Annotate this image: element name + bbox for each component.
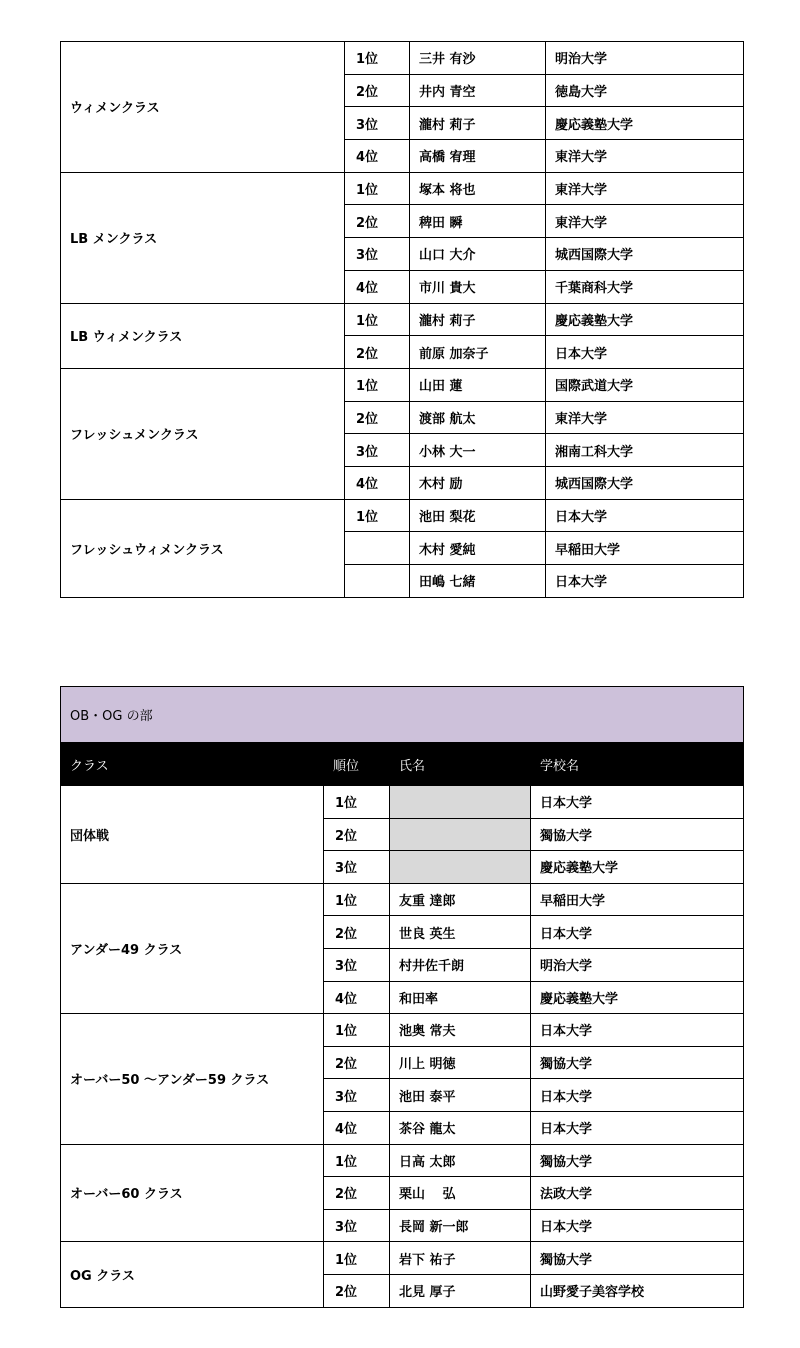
name-cell: 村井佐千朗 bbox=[390, 948, 531, 981]
name-cell: 池田 梨花 bbox=[410, 499, 546, 532]
table-row bbox=[61, 1242, 744, 1275]
rank-cell: 3位 bbox=[324, 1079, 390, 1112]
class-name-cell: オーバー50 ～アンダー59 クラス bbox=[61, 1014, 324, 1144]
school-cell: 慶応義塾大学 bbox=[531, 981, 744, 1014]
table-row bbox=[61, 786, 744, 819]
class-name-cell: LB ウィメンクラス bbox=[61, 303, 345, 368]
rank-cell: 3位 bbox=[345, 107, 410, 140]
school-cell: 日本大学 bbox=[546, 565, 744, 598]
school-cell: 慶応義塾大学 bbox=[546, 303, 744, 336]
table-row bbox=[61, 368, 744, 401]
table-row bbox=[61, 172, 744, 205]
school-cell: 日本大学 bbox=[546, 336, 744, 369]
name-cell: 前原 加奈子 bbox=[410, 336, 546, 369]
name-cell: 日高 太郎 bbox=[390, 1144, 531, 1177]
school-cell: 獨協大学 bbox=[531, 1144, 744, 1177]
name-cell: 井内 青空 bbox=[410, 74, 546, 107]
school-cell: 日本大学 bbox=[531, 1079, 744, 1112]
name-cell: 岩下 祐子 bbox=[390, 1242, 531, 1275]
results-table-upper bbox=[60, 41, 744, 598]
rank-cell: 1位 bbox=[345, 499, 410, 532]
name-cell: 塚本 将也 bbox=[410, 172, 546, 205]
school-cell: 城西国際大学 bbox=[546, 238, 744, 271]
name-cell: 北見 厚子 bbox=[390, 1274, 531, 1307]
name-cell: 池田 泰平 bbox=[390, 1079, 531, 1112]
rank-cell: 2位 bbox=[345, 205, 410, 238]
rank-cell: 1位 bbox=[324, 1014, 390, 1047]
name-cell: 長岡 新一郎 bbox=[390, 1209, 531, 1242]
rank-cell: 4位 bbox=[324, 1111, 390, 1144]
name-cell: 瀧村 莉子 bbox=[410, 303, 546, 336]
school-cell: 東洋大学 bbox=[546, 401, 744, 434]
name-cell: 友重 達郎 bbox=[390, 883, 531, 916]
school-cell: 国際武道大学 bbox=[546, 368, 744, 401]
school-cell: 徳島大学 bbox=[546, 74, 744, 107]
class-name-cell: LB メンクラス bbox=[61, 172, 345, 303]
rank-cell bbox=[345, 532, 410, 565]
school-cell: 日本大学 bbox=[531, 1111, 744, 1144]
table-row bbox=[61, 1014, 744, 1047]
school-cell: 早稲田大学 bbox=[531, 883, 744, 916]
name-cell: 池奥 常夫 bbox=[390, 1014, 531, 1047]
school-cell: 東洋大学 bbox=[546, 205, 744, 238]
rank-cell: 2位 bbox=[324, 916, 390, 949]
class-name-cell: オーバー60 クラス bbox=[61, 1144, 324, 1242]
name-cell bbox=[390, 786, 531, 819]
school-cell: 千葉商科大学 bbox=[546, 270, 744, 303]
rank-cell: 3位 bbox=[324, 851, 390, 884]
name-cell: 栗山 弘 bbox=[390, 1177, 531, 1210]
school-cell: 日本大学 bbox=[531, 1209, 744, 1242]
class-name-cell: ウィメンクラス bbox=[61, 42, 345, 173]
name-cell: 世良 英生 bbox=[390, 916, 531, 949]
class-name-cell: OG クラス bbox=[61, 1242, 324, 1307]
class-name-cell: アンダー49 クラス bbox=[61, 883, 324, 1013]
header-name: 氏名 bbox=[390, 743, 531, 786]
school-cell: 明治大学 bbox=[531, 948, 744, 981]
rank-cell: 1位 bbox=[345, 368, 410, 401]
school-cell: 日本大学 bbox=[531, 916, 744, 949]
name-cell: 稗田 瞬 bbox=[410, 205, 546, 238]
rank-cell: 4位 bbox=[345, 466, 410, 499]
rank-cell: 4位 bbox=[345, 270, 410, 303]
section-title: OB・OG の部 bbox=[61, 687, 744, 743]
rank-cell: 3位 bbox=[324, 1209, 390, 1242]
school-cell: 日本大学 bbox=[531, 1014, 744, 1047]
rank-cell: 3位 bbox=[345, 238, 410, 271]
table-row bbox=[61, 42, 744, 75]
rank-cell: 2位 bbox=[345, 336, 410, 369]
class-name-cell: フレッシュウィメンクラス bbox=[61, 499, 345, 597]
rank-cell: 1位 bbox=[324, 1144, 390, 1177]
rank-cell bbox=[345, 565, 410, 598]
rank-cell: 1位 bbox=[324, 883, 390, 916]
name-cell: 木村 励 bbox=[410, 466, 546, 499]
rank-cell: 2位 bbox=[324, 1046, 390, 1079]
school-cell: 獨協大学 bbox=[531, 1242, 744, 1275]
rank-cell: 3位 bbox=[324, 948, 390, 981]
rank-cell: 4位 bbox=[324, 981, 390, 1014]
name-cell: 山田 蓮 bbox=[410, 368, 546, 401]
class-name-cell: フレッシュメンクラス bbox=[61, 368, 345, 499]
school-cell: 山野愛子美容学校 bbox=[531, 1274, 744, 1307]
rank-cell: 2位 bbox=[324, 1177, 390, 1210]
class-name-cell: 団体戦 bbox=[61, 786, 324, 884]
name-cell: 三井 有沙 bbox=[410, 42, 546, 75]
table-row bbox=[61, 1144, 744, 1177]
section-header-row bbox=[61, 687, 744, 743]
school-cell: 東洋大学 bbox=[546, 172, 744, 205]
name-cell: 渡部 航太 bbox=[410, 401, 546, 434]
name-cell: 市川 貴大 bbox=[410, 270, 546, 303]
school-cell: 獨協大学 bbox=[531, 1046, 744, 1079]
name-cell bbox=[390, 818, 531, 851]
rank-cell: 2位 bbox=[345, 74, 410, 107]
name-cell: 川上 明徳 bbox=[390, 1046, 531, 1079]
table-row bbox=[61, 499, 744, 532]
school-cell: 獨協大学 bbox=[531, 818, 744, 851]
name-cell: 瀧村 莉子 bbox=[410, 107, 546, 140]
name-cell: 木村 愛純 bbox=[410, 532, 546, 565]
rank-cell: 2位 bbox=[345, 401, 410, 434]
table-row bbox=[61, 303, 744, 336]
header-class: クラス bbox=[61, 743, 324, 786]
name-cell: 茶谷 龍太 bbox=[390, 1111, 531, 1144]
school-cell: 城西国際大学 bbox=[546, 466, 744, 499]
rank-cell: 1位 bbox=[345, 42, 410, 75]
school-cell: 湘南工科大学 bbox=[546, 434, 744, 467]
name-cell: 小林 大一 bbox=[410, 434, 546, 467]
rank-cell: 2位 bbox=[324, 818, 390, 851]
rank-cell: 1位 bbox=[324, 1242, 390, 1275]
header-school: 学校名 bbox=[531, 743, 744, 786]
rank-cell: 4位 bbox=[345, 140, 410, 173]
column-header-row bbox=[61, 743, 744, 786]
results-table-upper-body bbox=[61, 42, 744, 598]
header-rank: 順位 bbox=[324, 743, 390, 786]
rank-cell: 2位 bbox=[324, 1274, 390, 1307]
rank-cell: 1位 bbox=[345, 172, 410, 205]
results-table-ob-og-body bbox=[61, 687, 744, 1308]
school-cell: 日本大学 bbox=[531, 786, 744, 819]
school-cell: 早稲田大学 bbox=[546, 532, 744, 565]
school-cell: 明治大学 bbox=[546, 42, 744, 75]
rank-cell: 1位 bbox=[324, 786, 390, 819]
school-cell: 日本大学 bbox=[546, 499, 744, 532]
name-cell: 和田率 bbox=[390, 981, 531, 1014]
rank-cell: 3位 bbox=[345, 434, 410, 467]
school-cell: 慶応義塾大学 bbox=[546, 107, 744, 140]
school-cell: 東洋大学 bbox=[546, 140, 744, 173]
name-cell: 高橋 宥理 bbox=[410, 140, 546, 173]
school-cell: 法政大学 bbox=[531, 1177, 744, 1210]
results-table-ob-og bbox=[60, 686, 744, 1308]
name-cell: 田嶋 七緒 bbox=[410, 565, 546, 598]
name-cell bbox=[390, 851, 531, 884]
name-cell: 山口 大介 bbox=[410, 238, 546, 271]
table-row bbox=[61, 883, 744, 916]
rank-cell: 1位 bbox=[345, 303, 410, 336]
school-cell: 慶応義塾大学 bbox=[531, 851, 744, 884]
